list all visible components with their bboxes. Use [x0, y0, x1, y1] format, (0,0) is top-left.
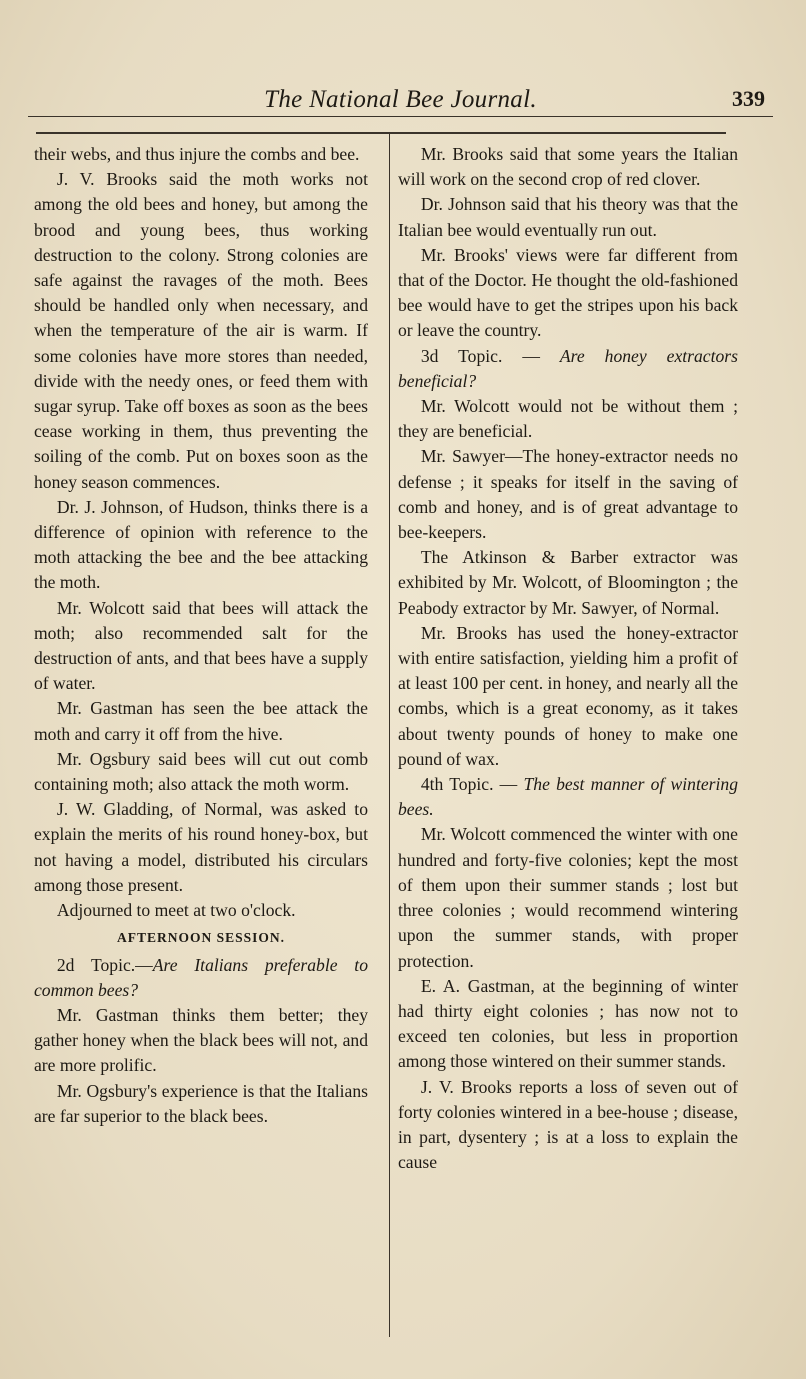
topic-paragraph: [34, 953, 368, 1003]
page-number: 339: [732, 86, 765, 111]
paragraph: Dr. Johnson said that his theory was that the Italian bee would eventually run out.: [398, 194, 738, 240]
paragraph: Mr. Brooks said that some years the Italian will work on the second crop of red clover.: [398, 144, 738, 190]
paragraph: Mr. Wolcott would not be without them ; they are beneficial.: [398, 396, 738, 442]
paragraph: J. V. Brooks reports a loss of seven out of forty colonies wintered in a bee-house ; disease, in part, dysentery ; is at a loss to explain the cause: [398, 1076, 738, 1173]
running-title: The National Bee Journal.: [264, 86, 537, 113]
left-column: [34, 142, 368, 1129]
paragraph: J. W. Gladding, of Normal, was asked to explain the merits of his round honey-box, but not having a model, distributed his circulars among those present.: [34, 799, 368, 895]
paragraph: Mr. Brooks has used the honey-extractor with entire satisfaction, yielding him a profit of at least 100 per cent. in honey, and nearly all the combs, which is a great economy, as it takes about twenty pounds of honey to make one pound of wax.: [398, 622, 738, 769]
topic-question: The best manner of wintering bees.: [398, 774, 738, 820]
paragraph: Adjourned to meet at two o'clock.: [56, 900, 296, 921]
section-heading: AFTERNOON SESSION.: [116, 930, 286, 946]
paragraph: Mr. Wolcott commenced the winter with one hundred and forty-five colonies; kept the most of them upon their summer stands ; lost but three colonies ; would recommend wintering upon the summer stands, with proper protection.: [398, 824, 738, 971]
page-header: [28, 80, 773, 117]
topic-paragraph: [398, 772, 738, 822]
paragraph: Mr. Gastman has seen the bee attack the moth and carry it off from the hive.: [34, 698, 368, 744]
right-column: [398, 142, 738, 1175]
paragraph: J. V. Brooks said the moth works not among the old bees and honey, but among the brood and young bees, thus working destruction to the colony. Strong colonies are safe against the ravages of the moth. Bees should be handled only when necessary, and when the temperature of the air is warm. If some colonies have more stores than needed, divide with the needy ones, or feed them with sugar syrup. Take off boxes as soon as the bees cease working in them, thus preventing the soiling of the comb. Put on boxes soon as the honey season commences.: [34, 169, 368, 492]
paragraph: Mr. Sawyer—The honey-extractor needs no defense ; it speaks for itself in the saving of comb and honey, and is of great advantage to bee-keepers.: [398, 446, 738, 543]
topic-question: Are honey extractors beneficial?: [398, 345, 738, 391]
paragraph: Mr. Ogsbury said bees will cut out comb containing moth; also attack the moth worm.: [34, 748, 368, 795]
paragraph: Mr. Ogsbury's experience is that the Italians are far superior to the black bees.: [34, 1080, 368, 1126]
top-rule: [36, 132, 726, 134]
paragraph: Mr. Wolcott said that bees will attack the moth; also recommended salt for the destruction of ants, and that bees have a supply of water.: [34, 597, 368, 694]
paragraph: their webs, and thus injure the combs and bee.: [34, 144, 360, 164]
paragraph: Dr. J. Johnson, of Hudson, thinks there is a difference of opinion with reference to the moth attacking the bee and the bee attacking the moth.: [34, 496, 368, 593]
paragraph: E. A. Gastman, at the beginning of winter had thirty eight colonies ; has now not to exceed ten colonies, but less in proportion among those wintered on their summer stands.: [398, 975, 738, 1072]
topic-question: Are Italians preferable to common bees?: [34, 954, 368, 1000]
topic-label: 2d Topic.—: [56, 954, 153, 975]
paragraph: Mr. Brooks' views were far different from that of the Doctor. He thought the old-fashioned bee would have to get the stripes upon his back or leave the country.: [398, 244, 738, 341]
paragraph: Mr. Gastman thinks them better; they gather honey when the black bees will not, and are more prolific.: [34, 1004, 368, 1076]
paragraph: The Atkinson & Barber extractor was exhibited by Mr. Wolcott, of Bloomington ; the Peabody extractor by Mr. Sawyer, of Normal.: [398, 547, 738, 618]
column-rule: [389, 132, 390, 1337]
topic-label: 4th Topic. —: [420, 774, 524, 795]
topic-paragraph: [398, 344, 738, 394]
topic-label: 3d Topic. —: [420, 345, 560, 366]
